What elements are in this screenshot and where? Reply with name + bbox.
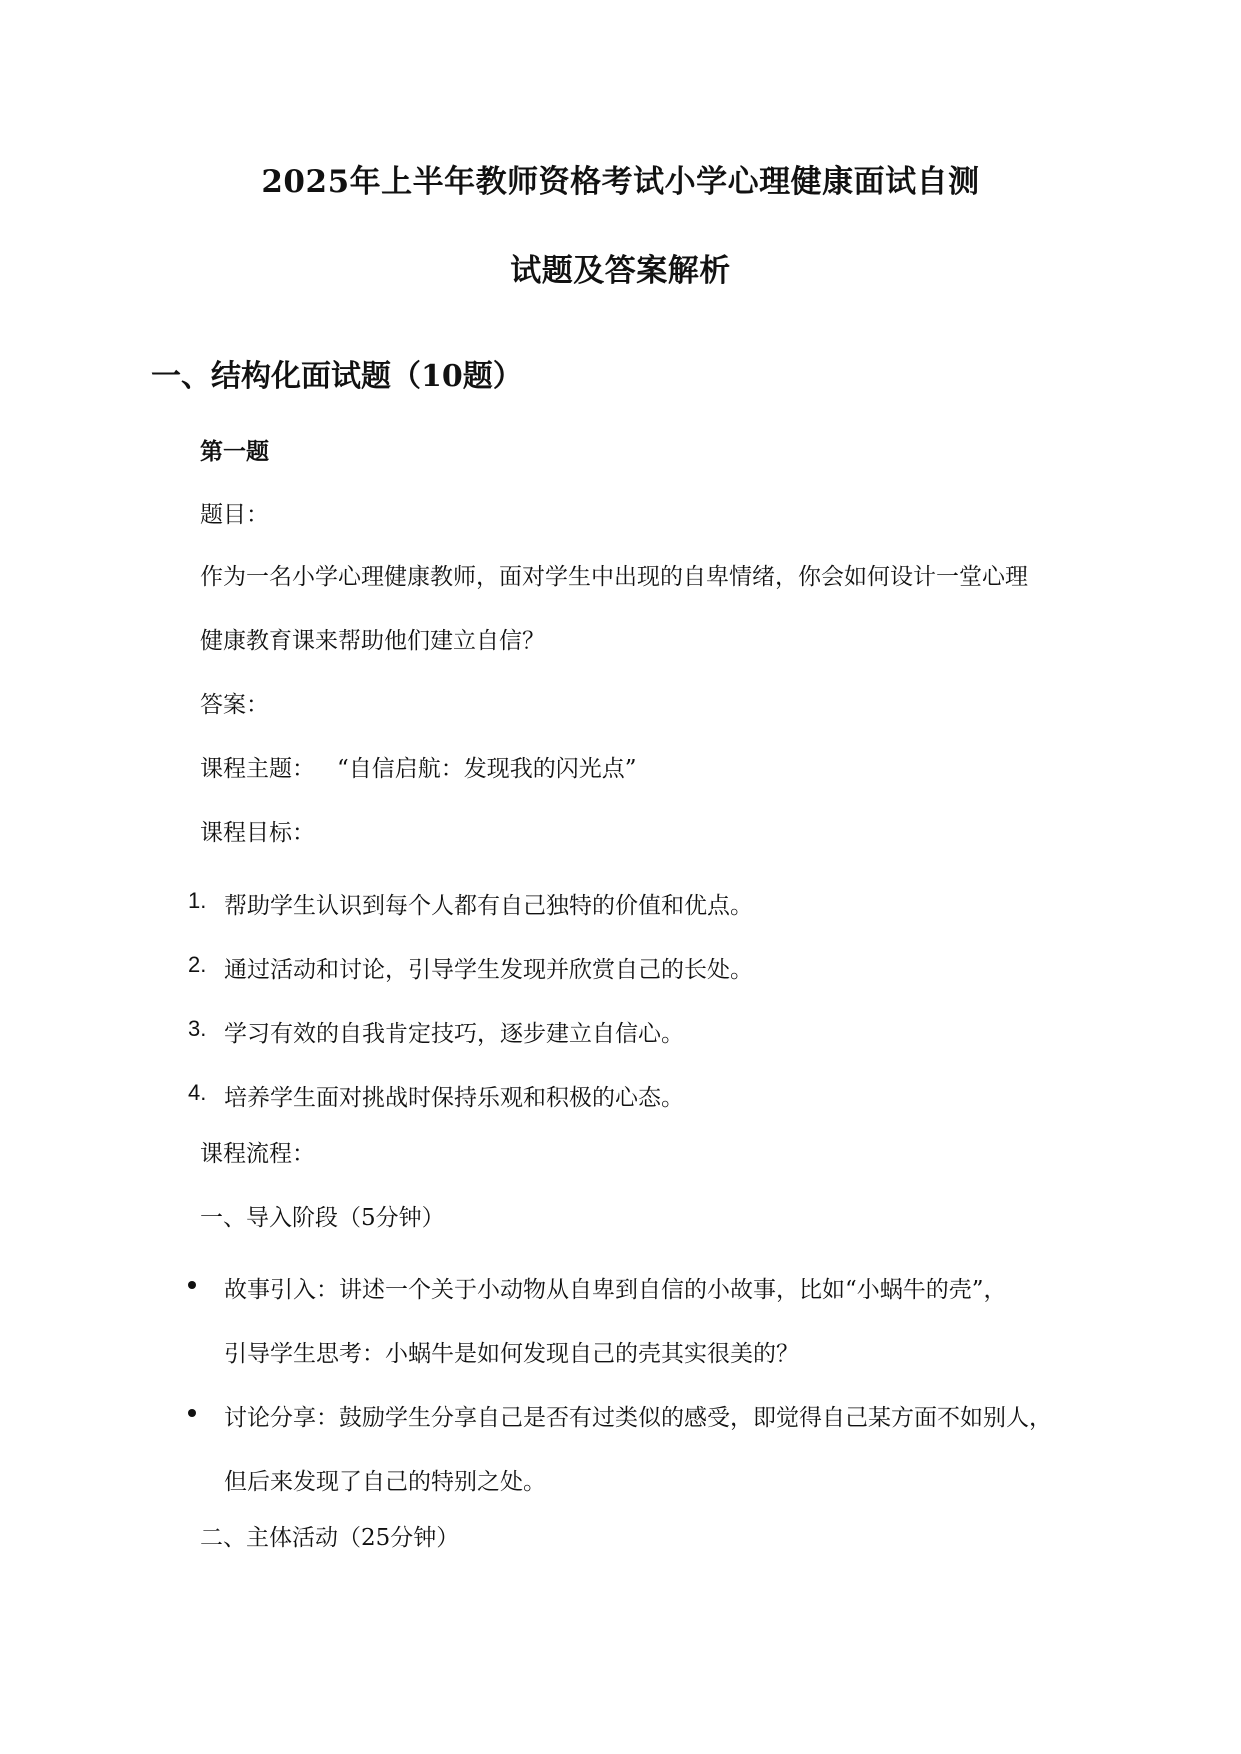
goal-number: 1. (188, 888, 207, 913)
document-title-line-2: 试题及答案解析 (510, 253, 731, 289)
stage-1-label: 一、导入阶段（5分钟） (200, 1205, 445, 1231)
bullet-text-line-1: 故事引入：讲述一个关于小动物从自卑到自信的小故事，比如“小蜗牛的壳”， (224, 1277, 1007, 1303)
prompt-label: 题目： (200, 502, 269, 528)
course-theme-value: “自信启航：发现我的闪光点” (337, 756, 637, 782)
course-flow-label: 课程流程： (200, 1141, 315, 1167)
goal-text: 培养学生面对挑战时保持乐观和积极的心态。 (224, 1085, 684, 1111)
course-goals-label: 课程目标： (200, 820, 315, 846)
goal-number: 4. (188, 1080, 207, 1105)
section-heading: 一、结构化面试题（10题） (151, 359, 523, 394)
bullet-text-line-1: 讨论分享：鼓励学生分享自己是否有过类似的感受，即觉得自己某方面不如别人， (224, 1405, 1052, 1431)
question-heading: 第一题 (200, 438, 269, 465)
goal-number: 2. (188, 952, 207, 977)
answer-label: 答案： (200, 692, 269, 718)
course-theme (200, 758, 637, 781)
goal-text: 帮助学生认识到每个人都有自己独特的价值和优点。 (224, 893, 753, 919)
bullet-dot-icon (188, 1409, 196, 1417)
document-title-line-1: 2025年上半年教师资格考试小学心理健康面试自测 (261, 164, 980, 200)
goal-text: 学习有效的自我肯定技巧，逐步建立自信心。 (224, 1021, 684, 1047)
bullet-text-line-2: 但后来发现了自己的特别之处。 (224, 1469, 546, 1495)
goal-text: 通过活动和讨论，引导学生发现并欣赏自己的长处。 (224, 957, 753, 983)
bullet-dot-icon (188, 1281, 196, 1289)
goal-number: 3. (188, 1016, 207, 1041)
prompt-text-line-1: 作为一名小学心理健康教师，面对学生中出现的自卑情绪，你会如何设计一堂心理 (200, 564, 1028, 590)
prompt-text-line-2: 健康教育课来帮助他们建立自信？ (200, 628, 545, 654)
stage-2-label: 二、主体活动（25分钟） (200, 1525, 460, 1551)
bullet-text-line-2: 引导学生思考：小蜗牛是如何发现自己的壳其实很美的？ (224, 1341, 799, 1367)
course-theme-label: 课程主题： (200, 756, 315, 782)
